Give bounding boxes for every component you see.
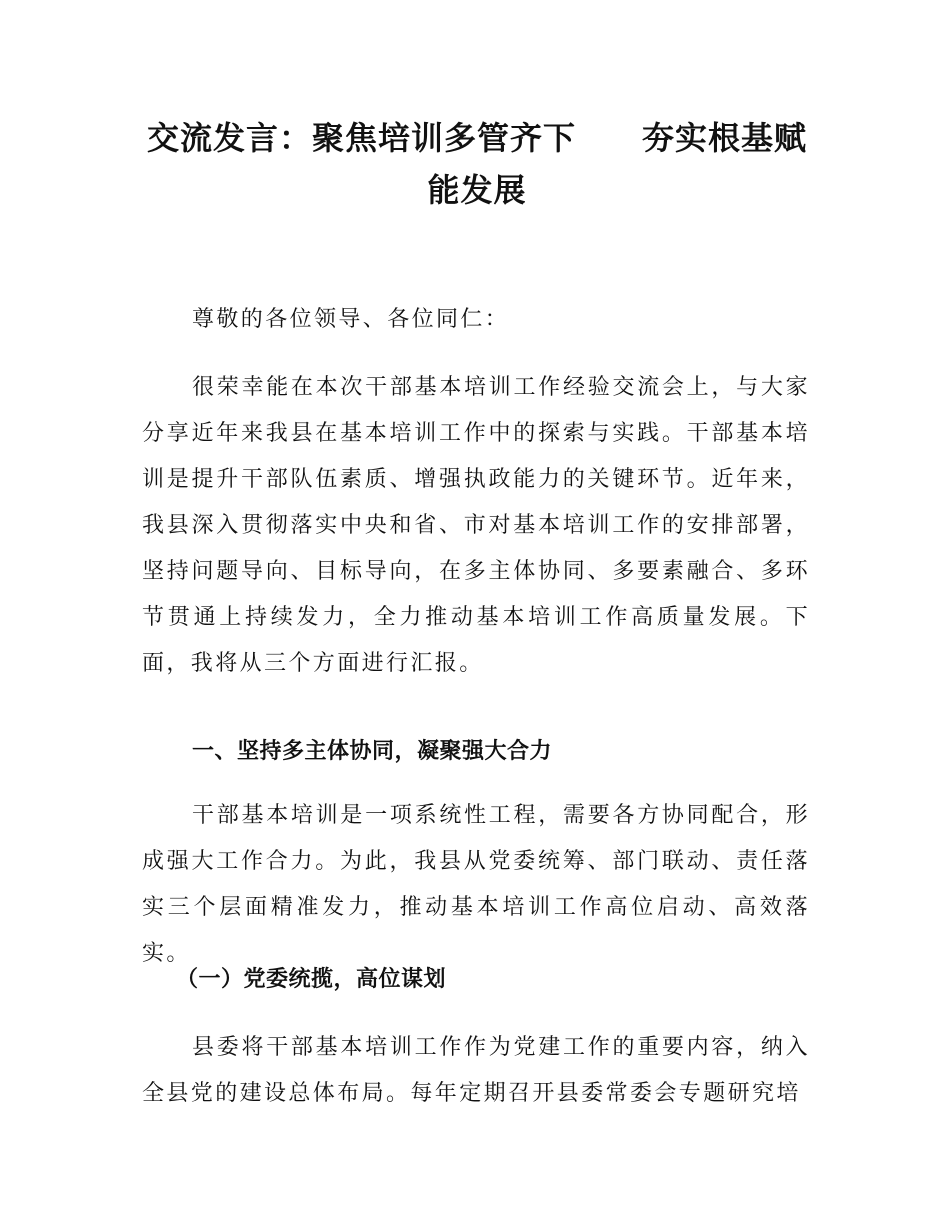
- title-line-1: 交流发言：聚焦培训多管齐下 夯实根基赋: [146, 119, 807, 157]
- section-1-heading: 一、坚持多主体协同，凝聚强大合力: [192, 739, 553, 764]
- subsection-1-heading: （一）党委统揽，高位谋划: [176, 967, 447, 992]
- title-line-2: 能发展: [427, 171, 527, 209]
- section-1-paragraph: 干部基本培训是一项系统性工程，需要各方协同配合，形成强大工作合力。为此，我县从党委统筹、部门联动、责任落实三个层面精准发力，推动基本培训工作高位启动、高效落实。: [142, 803, 810, 966]
- salutation: 尊敬的各位领导、各位同仁：: [192, 307, 510, 332]
- document-title: [142, 112, 812, 216]
- intro-paragraph: 很荣幸能在本次干部基本培训工作经验交流会上，与大家分享近年来我县在基本培训工作中的探索与实践。干部基本培训是提升干部队伍素质、增强执政能力的关键环节。近年来，我县深入贯彻落实中央和省、市对基本培训工作的安排部署，坚持问题导向、目标导向，在多主体协同、多要素融合、多环节贯通上持续发力，全力推动基本培训工作高质量发展。下面，我将从三个方面进行汇报。: [142, 375, 810, 676]
- subsection-1-paragraph: 县委将干部基本培训工作作为党建工作的重要内容，纳入全县党的建设总体布局。每年定期召开县委常委会专题研究培: [142, 1035, 810, 1106]
